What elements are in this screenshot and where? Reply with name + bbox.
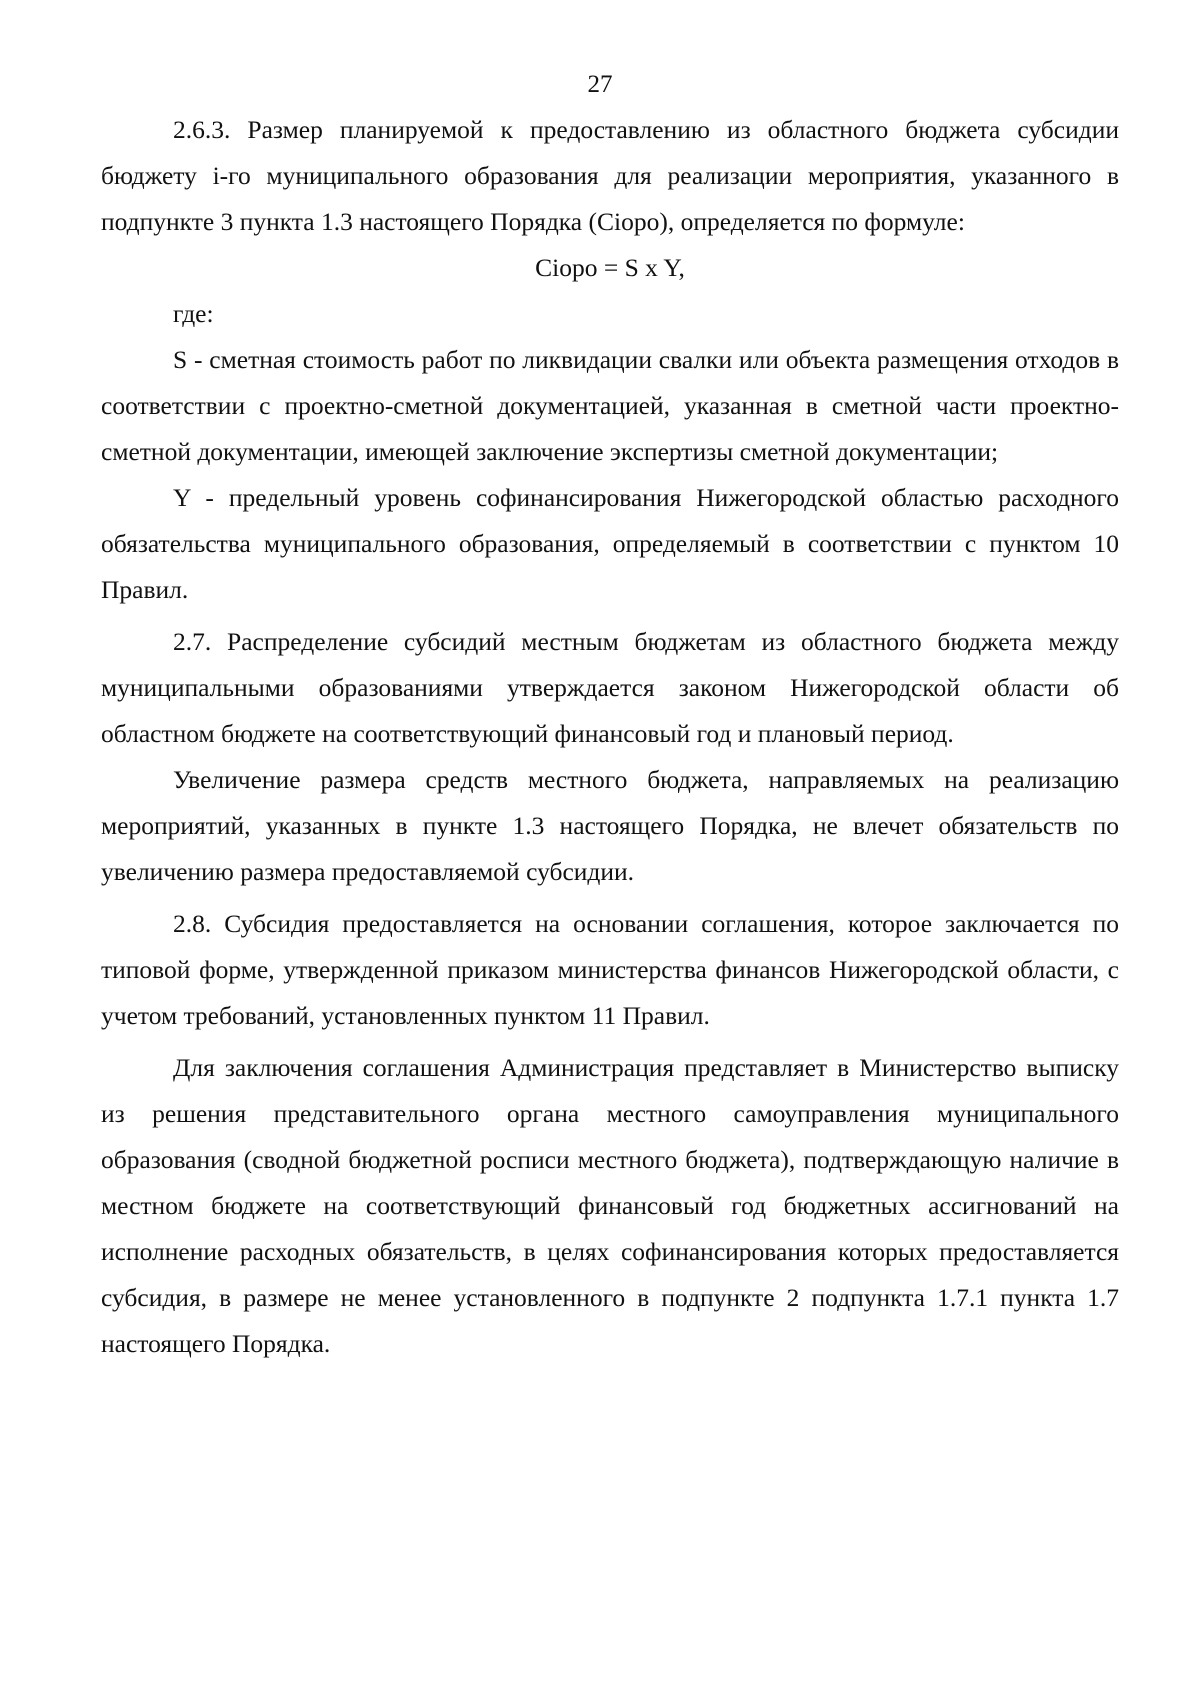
paragraph-y-definition: Y - предельный уровень софинансирования Нижегородской областью расходного обязательства муниципального образования, определяемый в соответствии с пунктом 10 Правил. [101, 483, 1119, 604]
document-body [101, 107, 1119, 1367]
paragraph-s-definition: S - сметная стоимость работ по ликвидации свалки или объекта размещения отходов в соответствии с проектно-сметной документацией, указанная в сметной части проектно-сметной документации, имеющей заключение экспертизы сметной документации; [101, 345, 1119, 466]
paragraph-increase: Увеличение размера средств местного бюджета, направляемых на реализацию мероприятий, указанных в пункте 1.3 настоящего Порядка, не влечет обязательств по увеличению размера предоставляемой субсидии. [101, 765, 1119, 886]
formula: Ciоро = S x Y, [535, 253, 685, 282]
paragraph-agreement: Для заключения соглашения Администрация представляет в Министерство выписку из решения представительного органа местного самоуправления муниципального образования (сводной бюджетной росписи местного бюджета), подтверждающую наличие в местном бюджете на соответствующий финансовый год бюджетных ассигнований на исполнение расходных обязательств, в целях софинансирования которых предоставляется субсидия, в размере не менее установленного в подпункте 2 подпункта 1.7.1 пункта 1.7 настоящего Порядка. [101, 1053, 1119, 1358]
paragraph-2-8: 2.8. Субсидия предоставляется на основании соглашения, которое заключается по типовой форме, утвержденной приказом министерства финансов Нижегородской области, с учетом требований, установленных пунктом 11 Правил. [101, 909, 1119, 1030]
paragraph-2-7: 2.7. Распределение субсидий местным бюджетам из областного бюджета между муниципальными образованиями утверждается законом Нижегородской области об областном бюджете на соответствующий финансовый год и плановый период. [101, 627, 1119, 748]
paragraph-2-6-3: 2.6.3. Размер планируемой к предоставлению из областного бюджета субсидии бюджету i-го муниципального образования для реализации мероприятия, указанного в подпункте 3 пункта 1.3 настоящего Порядка (Ciоро), определяется по формуле: [101, 115, 1119, 236]
page-number: 27 [587, 71, 613, 98]
where-label: где: [173, 299, 214, 328]
